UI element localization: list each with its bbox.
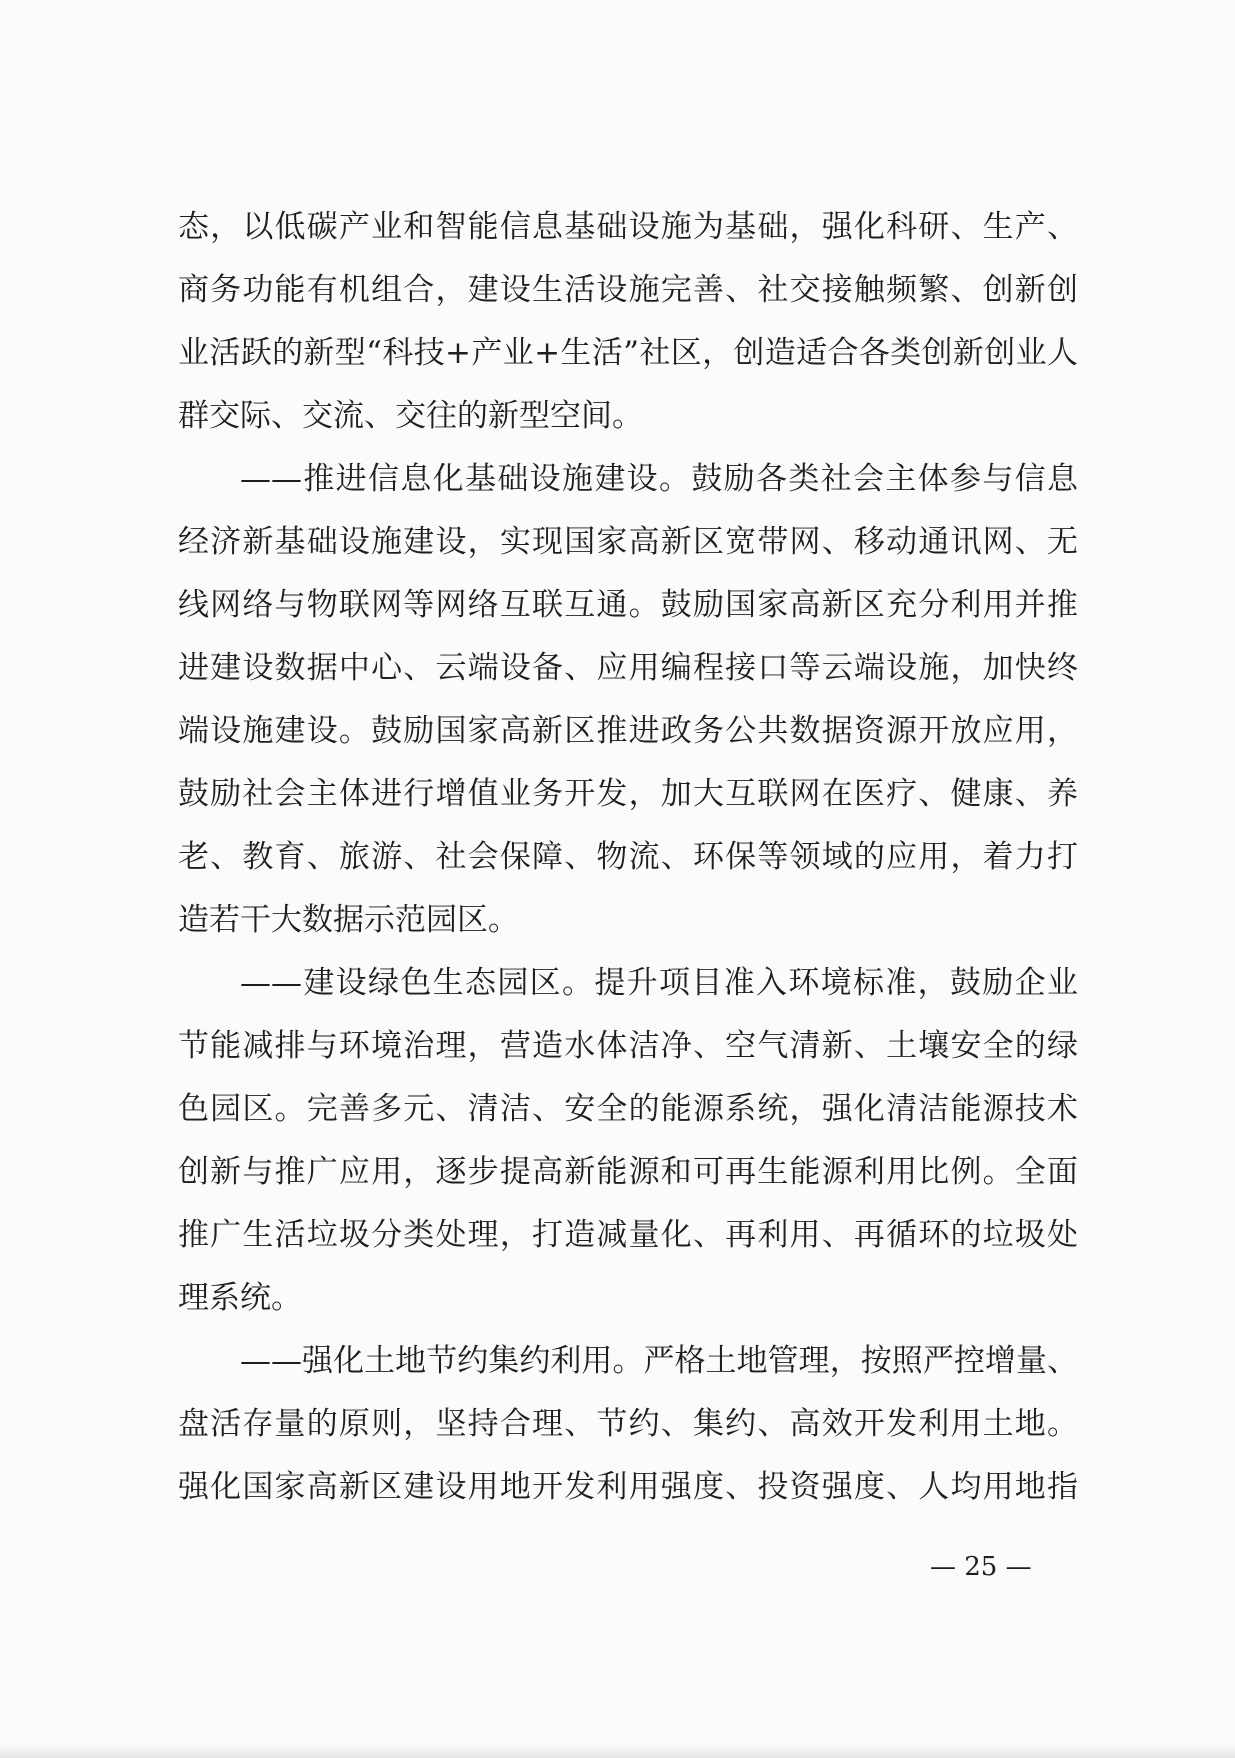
text-line: 推广生活垃圾分类处理，打造减量化、再利用、再循环的垃圾处 <box>178 1217 1078 1253</box>
text-line: ——建设绿色生态园区。提升项目准入环境标准，鼓励企业 <box>240 965 1078 1001</box>
scan-edge <box>0 1744 1235 1758</box>
text-line: 老、教育、旅游、社会保障、物流、环保等领域的应用，着力打 <box>178 839 1078 875</box>
text-line: 节能减排与环境治理，营造水体洁净、空气清新、土壤安全的绿 <box>178 1028 1078 1064</box>
body-text <box>178 196 1078 1519</box>
text-line: 造若干大数据示范园区。 <box>178 902 519 938</box>
text-line: 色园区。完善多元、清洁、安全的能源系统，强化清洁能源技术 <box>178 1091 1078 1127</box>
text-line: 盘活存量的原则，坚持合理、节约、集约、高效开发利用土地。 <box>178 1406 1078 1442</box>
text-line: 理系统。 <box>178 1280 302 1316</box>
text-line: 鼓励社会主体进行增值业务开发，加大互联网在医疗、健康、养 <box>178 776 1078 812</box>
text-line: 群交际、交流、交往的新型空间。 <box>178 398 643 434</box>
text-line: 强化国家高新区建设用地开发利用强度、投资强度、人均用地指 <box>178 1469 1078 1505</box>
text-line: 线网络与物联网等网络互联互通。鼓励国家高新区充分利用并推 <box>178 587 1078 623</box>
text-line: 态，以低碳产业和智能信息基础设施为基础，强化科研、生产、 <box>178 209 1078 245</box>
text-line: ——推进信息化基础设施建设。鼓励各类社会主体参与信息 <box>240 461 1078 497</box>
text-line: ——强化土地节约集约利用。严格土地管理，按照严控增量、 <box>240 1343 1078 1379</box>
text-line: 经济新基础设施建设，实现国家高新区宽带网、移动通讯网、无 <box>178 524 1078 560</box>
text-line: 进建设数据中心、云端设备、应用编程接口等云端设施，加快终 <box>178 650 1078 686</box>
text-line: 商务功能有机组合，建设生活设施完善、社交接触频繁、创新创 <box>178 272 1078 308</box>
page-number: — 25 — <box>930 1552 1032 1582</box>
text-line: 业活跃的新型“科技+产业+生活”社区，创造适合各类创新创业人 <box>178 335 1078 371</box>
text-line: 端设施建设。鼓励国家高新区推进政务公共数据资源开放应用， <box>178 713 1078 749</box>
text-line: 创新与推广应用，逐步提高新能源和可再生能源利用比例。全面 <box>178 1154 1078 1190</box>
